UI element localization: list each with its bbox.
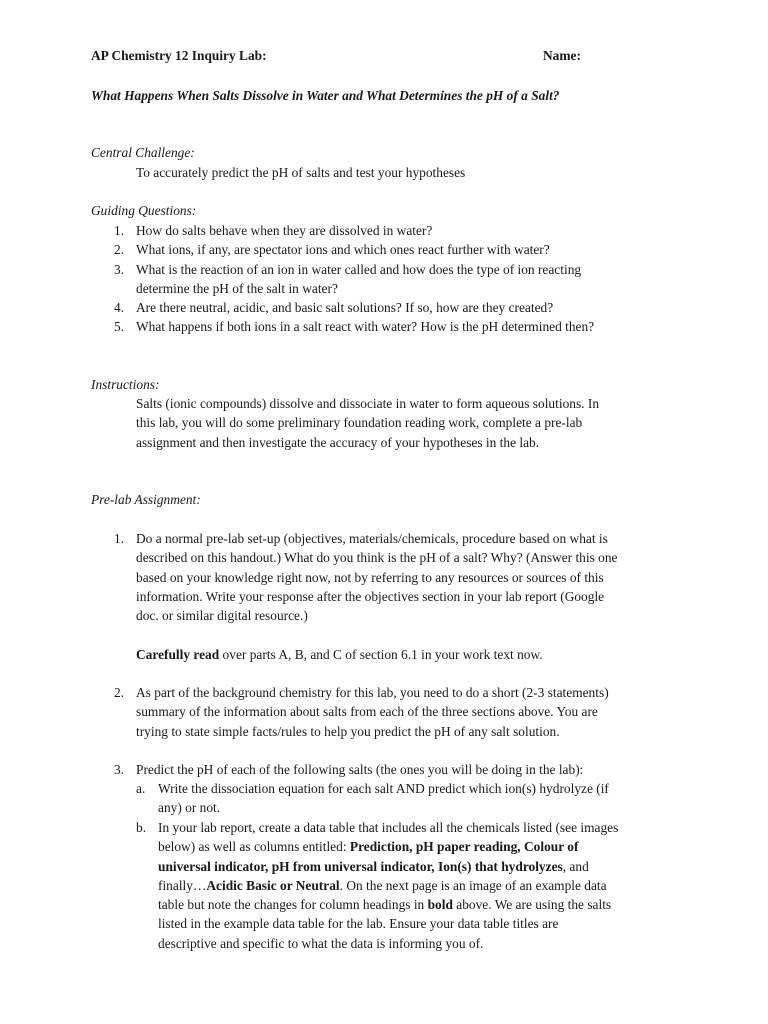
instructions-heading: Instructions: xyxy=(91,377,160,392)
list-item: 5. What happens if both ions in a salt react with water? How is the pH determined then? xyxy=(113,319,595,335)
lab-subtitle: What Happens When Salts Dissolve in Water and What Determines the pH of a Salt? xyxy=(91,88,560,103)
central-challenge-heading: Central Challenge: xyxy=(91,145,195,160)
list-item: 1. How do salts behave when they are dissolved in water? xyxy=(113,223,433,238)
guiding-questions-list xyxy=(91,221,691,337)
lab-title: AP Chemistry 12 Inquiry Lab: xyxy=(91,48,267,63)
careful-read-line: Carefully read over parts A, B, and C of section 6.1 in your work text now. xyxy=(136,647,543,662)
list-item: 2. What ions, if any, are spectator ions and which ones react further with water? xyxy=(113,242,550,258)
instructions-body: Salts (ionic compounds) dissolve and dissociate in water to form aqueous solutions. In this lab, you will do some preliminary foundation reading work, complete a pre-lab assignment and then investigate the accuracy of your hypotheses in the lab. xyxy=(136,396,600,450)
prelab-heading: Pre-lab Assignment: xyxy=(91,492,201,507)
document-page: AP Chemistry 12 Inquiry Lab: Name: What Happens When Salts Dissolve in Water and What Determines the pH of a Salt? Central Challenge: To accurately predict the pH of salts and test your hypotheses Guiding Questions: 1. How do salts behave when they are dissolved in water? 2. What ions, if any, are spectator ions and which ones react further with water? 3. What is the reaction of an ion in water called and how does the type of ion reacting determine the pH of the salt in water? 4. Are there neutral, acidic, and basic salt solutions? If so, how are they created? 5. What happens if both ions in a salt react with water? How is the pH determined then? Instructions: Salts (ionic compounds) dissolve and dissociate in water to form aqueous solutions. In this lab, you will do some preliminary foundation reading work, complete a pre-lab assignment and then investigate the accuracy of your hypotheses in the lab. Pre-lab Assignment: 1. Do a normal pre-lab set-up (objectives, materials/chemicals, procedure based on what is described on this handout.) What do you think is the pH of a salt? Why? (Answer this one based on your knowledge right now, not by referring to any resources or sources of this information. Write your response after the objectives section in your lab report (Google doc. or similar digital resource.) Carefully read over parts A, B, and C of section 6.1 in your work text now. 2. As part of the background chemistry for this lab, you need to do a short (2-3 statements) summary of the information about salts from each of the three sections above. You are trying to state simple facts/rules to help you predict the pH of any salt solution. 3. Predict the pH of each of the following salts (the ones you will be doing in the lab): a. Write the dissociation equation for each salt AND predict which ion(s) hydrolyze (if any) or not. b. In your lab report, create a data table that includes all the chemicals listed (see images below) as well as columns entitled: Prediction, pH paper reading, Colour of universal indicator, pH from universal indicator, Ion(s) that hydrolyzes, and finally…Acidic Basic or Neutral. On the next page is an image of an example data table but note the changes for column headings in bold above. We are using the salts listed in the example data table for the lab. Ensure your data table titles are descriptive and specific to what the data is informing you of. xyxy=(0,0,768,1024)
guiding-questions-heading: Guiding Questions: xyxy=(91,203,197,218)
list-item: 4. Are there neutral, acidic, and basic salt solutions? If so, how are they created? xyxy=(113,300,554,316)
central-challenge-text: To accurately predict the pH of salts and test your hypotheses xyxy=(136,165,466,180)
list-item: 3. What is the reaction of an ion in water called and how does the type of ion reacting determine the pH of the salt in water? xyxy=(113,261,582,296)
name-label: Name: xyxy=(543,48,581,63)
